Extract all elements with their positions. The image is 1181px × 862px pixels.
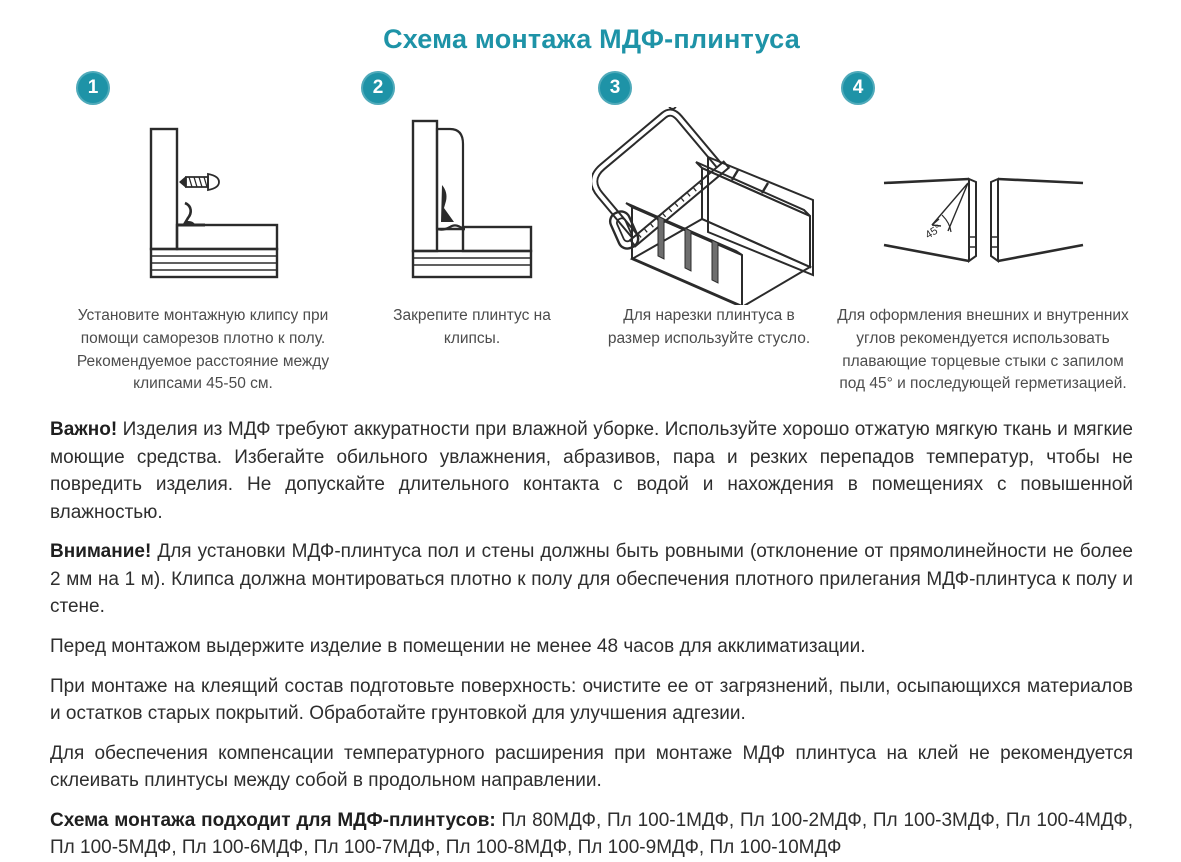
note-thermal-expansion: Для обеспечения компенсации температурного расширения при монтаже МДФ плинтуса на клей не рекомендуется склеивать плинтусы между собой в продольном направлении.: [50, 742, 1133, 792]
step-1-number-badge: [76, 71, 110, 105]
step-4-figure: [833, 105, 1133, 297]
note-acclimatization: Перед монтажом выдержите изделие в помещении не менее 48 часов для акклиматизации.: [50, 635, 866, 657]
step-4: [833, 71, 1133, 396]
note-glue-surface: При монтаже на клеящий состав подготовьте поверхность: очистите ее от загрязнений, пыли, осыпающихся материалов и остатков старых покрытий. Обработайте грунтовкой для улучшения адгезии.: [50, 675, 1133, 725]
step-2-number-badge: [361, 71, 395, 105]
page-title: Схема монтажа МДФ-плинтуса: [383, 24, 800, 54]
step-4-number: 4: [852, 77, 864, 98]
step-2-caption: Закрепите плинтус на клипсы.: [393, 307, 551, 347]
hacksaw-miter-box-icon: [592, 107, 827, 305]
note-attention: [50, 538, 1133, 621]
angle-45-label: 45°: [922, 222, 944, 242]
step-3-number-badge: [598, 71, 632, 105]
step-2: [359, 71, 585, 351]
step-3-figure: [588, 105, 830, 297]
step-4-caption: Для оформления внешних и внутренних углов рекомендуется использовать плавающие торцевые стыки с запилом под 45° и последующей герметизацией.: [837, 307, 1129, 393]
step-1-number: 1: [87, 77, 99, 98]
note-compatible-models-text: Пл 80МДФ, Пл 100-1МДФ, Пл 100-2МДФ, Пл 100-3МДФ, Пл 100-4МДФ, Пл 100-5МДФ, Пл 100-6МДФ, Пл 100-7МДФ, Пл 100-8МДФ, Пл 100-9МДФ, Пл 100-10МДФ: [50, 809, 1133, 859]
note-important-text: Изделия из МДФ требуют аккуратности при влажной уборке. Используйте хорошо отжатую мягкую ткань и мягкие моющие средства. Избегайте обильного увлажнения, абразивов, пара и резких перепадов температур, чтобы не повредить изделия. Не допускайте длительного контакта с водой и нахождения в помещениях с повышенной влажностью.: [50, 419, 1133, 523]
clip-screw-wall-icon: [123, 125, 283, 285]
step-2-number: 2: [372, 77, 384, 98]
corner-joint-45-icon: [876, 163, 1091, 281]
step-2-figure: [359, 105, 585, 297]
note-compatible-models: [50, 807, 1133, 862]
step-3: [588, 71, 830, 351]
notes-section: [50, 416, 1133, 862]
step-1-caption: Установите монтажную клипсу при помощи саморезов плотно к полу. Рекомендуемое расстояние между клипсами 45-50 см.: [76, 307, 330, 393]
step-1: [50, 71, 356, 396]
step-1-figure: [50, 105, 356, 297]
note-attention-text: Для установки МДФ-плинтуса пол и стены должны быть ровными (отклонение от прямолинейности не более 2 мм на 1 м). Клипса должна монтироваться плотно к полу для обеспечения плотного прилегания МДФ-плинтуса к полу и стене.: [50, 541, 1133, 618]
note-compatible-models-lead: Схема монтажа подходит для МДФ-плинтусов:: [50, 809, 496, 831]
step-3-number: 3: [609, 77, 621, 98]
step-4-number-badge: [841, 71, 875, 105]
note-important: [50, 416, 1133, 526]
step-3-caption: Для нарезки плинтуса в размер используйте стусло.: [607, 307, 811, 347]
note-attention-lead: Внимание!: [50, 541, 152, 563]
plinth-on-clip-icon: [407, 119, 537, 281]
steps-row: [50, 71, 1133, 396]
note-important-lead: Важно!: [50, 419, 118, 441]
